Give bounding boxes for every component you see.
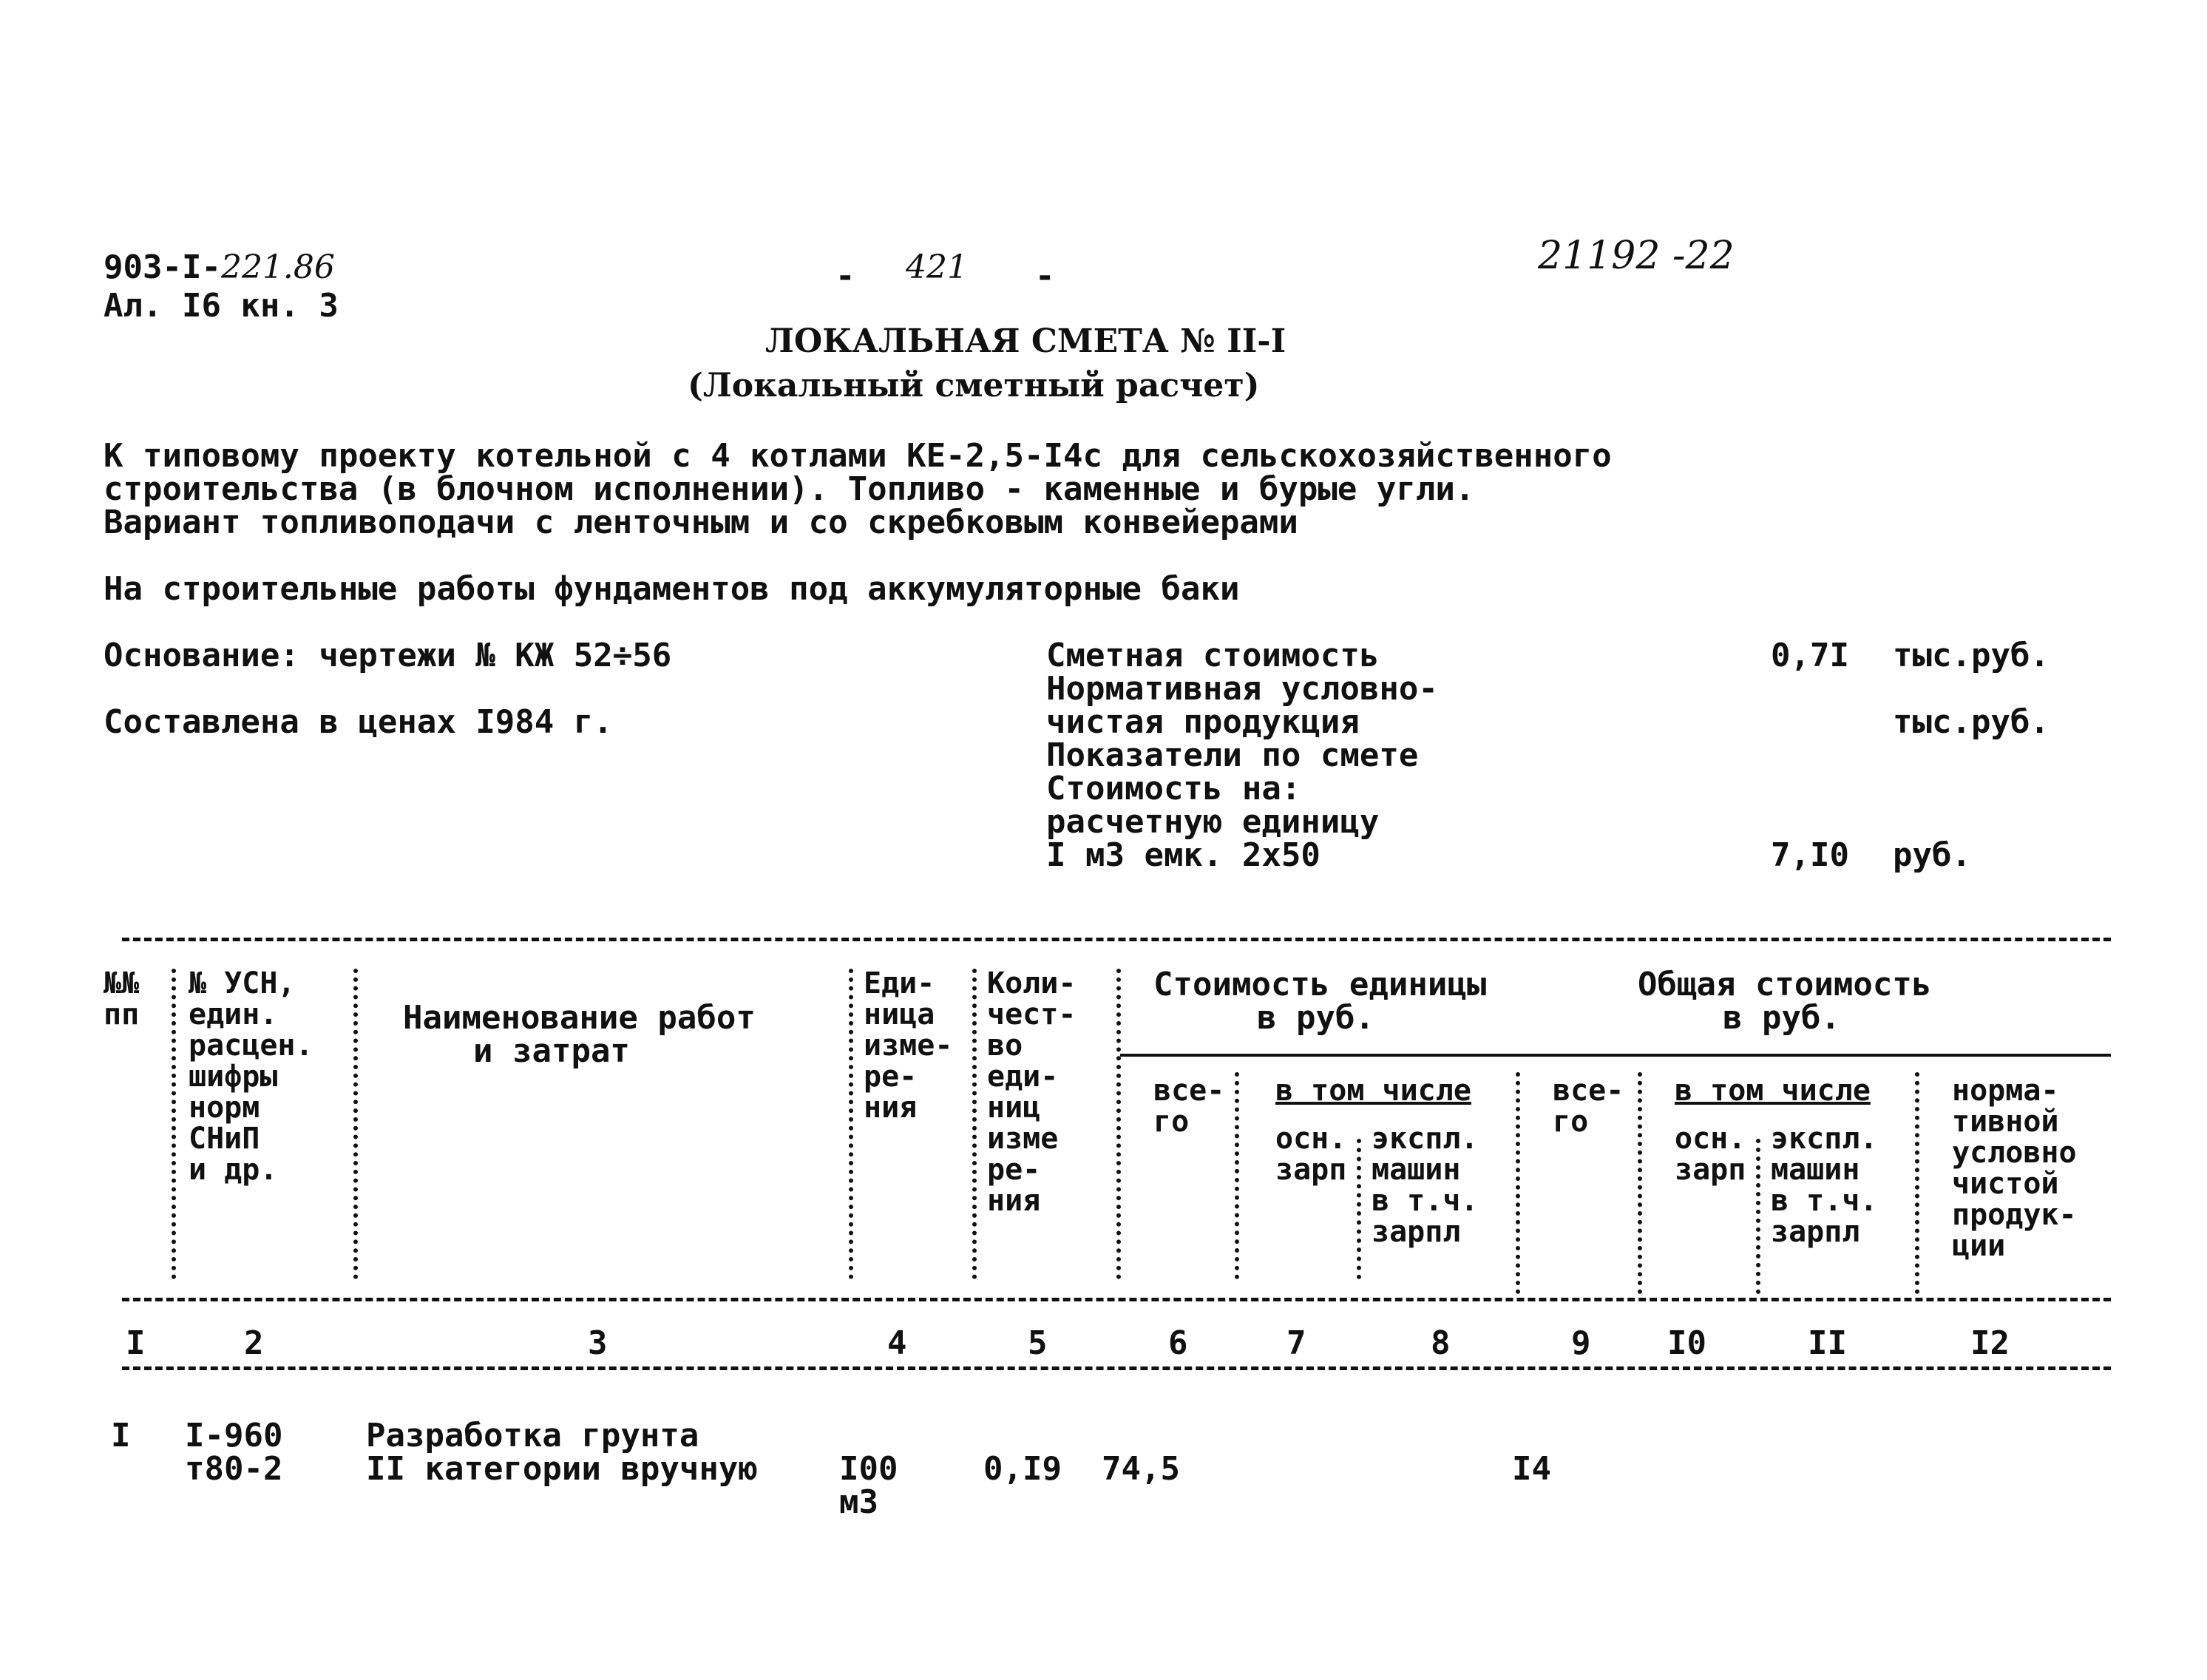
hdr-norm-2: тивной	[1952, 1105, 2059, 1139]
project-code-prefix: 903-I-	[104, 248, 221, 286]
description-line-3: Вариант топливоподачи с ленточным и со скребковым конвейерами	[104, 504, 1298, 541]
hdr-num-1: №№	[104, 966, 140, 1000]
project-code-handwritten: 221.86	[220, 248, 335, 286]
hdr-uc-incl: в том числе	[1275, 1074, 1471, 1108]
hdr-tc-eksp-3: в т.ч.	[1771, 1184, 1878, 1218]
hdr-tc-all-2: го	[1553, 1105, 1589, 1139]
col-number-7: 7	[1286, 1324, 1306, 1362]
col-number-12: I2	[1970, 1324, 2010, 1362]
hdr-name-2: и затрат	[473, 1032, 630, 1070]
calc-unit-desc: I м3 емк. 2х50	[1046, 836, 1321, 874]
hdr-norm-5: продук-	[1952, 1198, 2077, 1232]
col-sep-9	[1638, 1072, 1642, 1294]
hdr-unit-1: Еди-	[864, 966, 935, 1000]
col-sep-2	[353, 969, 358, 1279]
row-unit-2: м3	[839, 1483, 878, 1521]
price-year: Составлена в ценах I984 г.	[104, 703, 613, 741]
col-number-3: 3	[588, 1324, 608, 1362]
hdr-total-cost-1: Общая стоимость	[1638, 966, 1932, 1003]
hdr-name-1: Наименование работ	[403, 999, 756, 1037]
row-unit-1: I00	[839, 1450, 898, 1488]
document-number: 21192 -22	[1538, 234, 1735, 278]
hdr-uc-osn-2: зарп	[1275, 1153, 1347, 1187]
row-name-2: II категории вручную	[366, 1450, 758, 1488]
description-line-2: строительства (в блочном исполнении). Топливо - каменные и бурые угли.	[104, 470, 1475, 508]
hdr-norm-1: норма-	[1952, 1074, 2059, 1108]
col-number-1: I	[126, 1324, 146, 1362]
album-line: Ал. I6 кн. 3	[104, 287, 339, 325]
hdr-unit-4: ре-	[864, 1060, 918, 1094]
hdr-tc-osn-1: осн.	[1675, 1122, 1746, 1156]
hdr-code-3: расцен.	[189, 1029, 313, 1063]
hdr-tc-all-1: все-	[1553, 1074, 1624, 1108]
col-number-4: 4	[887, 1324, 907, 1362]
hdr-tc-incl: в том числе	[1675, 1074, 1871, 1108]
col-sep-8	[1516, 1072, 1520, 1294]
hdr-uc-all-1: все-	[1153, 1074, 1225, 1108]
hdr-code-7: и др.	[189, 1153, 278, 1187]
hdr-qty-8: ния	[987, 1184, 1041, 1218]
col-number-6: 6	[1168, 1324, 1188, 1362]
hdr-qty-4: еди-	[987, 1060, 1059, 1094]
col-sep-6	[1235, 1072, 1239, 1279]
page-dash-left: -	[835, 257, 855, 295]
col-sep-11	[1915, 1072, 1919, 1294]
hdr-code-4: шифры	[189, 1060, 278, 1094]
hdr-qty-2: чест-	[987, 998, 1077, 1032]
hdr-uc-eksp-4: зарпл	[1372, 1215, 1461, 1249]
row-name-1: Разработка грунта	[366, 1417, 699, 1454]
description-line-1: К типовому проекту котельной с 4 котлами КЕ-2,5-I4с для сельскохозяйственного	[104, 437, 1612, 475]
estimate-subtitle: (Локальный сметный расчет)	[688, 367, 1260, 404]
hdr-num-2: пп	[104, 998, 140, 1032]
indicators-label: Показатели по смете	[1046, 736, 1419, 774]
col-sep-1	[172, 969, 176, 1279]
table-top-rule	[122, 938, 2111, 941]
col-number-9: 9	[1571, 1324, 1591, 1362]
col-number-11: II	[1808, 1324, 1847, 1362]
cost-per-label: Стоимость на:	[1046, 770, 1301, 807]
cost-unit: тыс.руб.	[1893, 637, 2050, 674]
col-sep-5	[1116, 969, 1121, 1279]
estimate-title: ЛОКАЛЬНАЯ СМЕТА № II-I	[765, 322, 1286, 360]
unit-currency: руб.	[1893, 836, 1971, 874]
cost-subheader-rule	[1120, 1054, 2111, 1057]
hdr-uc-osn-1: осн.	[1275, 1122, 1347, 1156]
col-number-8: 8	[1431, 1324, 1451, 1362]
hdr-total-cost-2: в руб.	[1723, 999, 1840, 1037]
col-sep-7	[1357, 1139, 1361, 1279]
hdr-qty-6: изме	[987, 1122, 1059, 1156]
col-sep-3	[849, 969, 853, 1279]
hdr-tc-eksp-2: машин	[1771, 1153, 1860, 1187]
norm-label-2: чистая продукция	[1046, 703, 1360, 741]
hdr-code-6: СНиП	[189, 1122, 260, 1156]
basis-drawings: Основание: чертежи № КЖ 52÷56	[104, 637, 672, 674]
hdr-unit-cost-2: в руб.	[1257, 999, 1374, 1037]
hdr-tc-eksp-4: зарпл	[1771, 1215, 1860, 1249]
hdr-uc-all-2: го	[1153, 1105, 1190, 1139]
header-bottom-rule	[122, 1298, 2111, 1301]
calc-unit-label: расчетную единицу	[1046, 803, 1380, 841]
col-number-2: 2	[244, 1324, 264, 1362]
hdr-unit-3: изме-	[864, 1029, 953, 1063]
col-number-10: I0	[1667, 1324, 1706, 1362]
hdr-norm-4: чистой	[1952, 1167, 2059, 1201]
col-number-5: 5	[1028, 1324, 1048, 1362]
hdr-qty-5: ниц	[987, 1091, 1041, 1125]
unit-value: 7,I0	[1771, 836, 1849, 874]
hdr-tc-eksp-1: экспл.	[1771, 1122, 1878, 1156]
hdr-uc-eksp-1: экспл.	[1372, 1122, 1479, 1156]
row-code-1: I-960	[185, 1417, 283, 1454]
hdr-uc-eksp-3: в т.ч.	[1372, 1184, 1479, 1218]
row-code-2: т80-2	[185, 1450, 283, 1488]
page-dash-right: -	[1035, 257, 1055, 295]
hdr-unit-cost-1: Стоимость единицы	[1153, 966, 1487, 1003]
hdr-qty-1: Коли-	[987, 966, 1077, 1000]
norm-unit: тыс.руб.	[1893, 703, 2050, 741]
hdr-code-5: норм	[189, 1091, 260, 1125]
hdr-norm-6: ции	[1952, 1229, 2006, 1263]
hdr-tc-osn-2: зарп	[1675, 1153, 1746, 1187]
hdr-norm-3: условно	[1952, 1136, 2077, 1170]
row-unit-cost-total: 74,5	[1102, 1450, 1180, 1488]
hdr-unit-5: ния	[864, 1091, 918, 1125]
hdr-qty-3: во	[987, 1029, 1023, 1063]
page-number: 421	[906, 248, 968, 286]
work-scope: На строительные работы фундаментов под аккумуляторные баки	[104, 570, 1240, 608]
row-num: I	[111, 1417, 131, 1454]
hdr-unit-2: ница	[864, 998, 935, 1032]
project-code	[104, 248, 335, 286]
norm-label-1: Нормативная условно-	[1046, 670, 1438, 708]
col-sep-4	[972, 969, 977, 1279]
row-qty: 0,I9	[983, 1450, 1062, 1488]
hdr-code-1: № УСН,	[189, 966, 296, 1000]
cost-value: 0,7I	[1771, 637, 1849, 674]
row-total-cost: I4	[1512, 1450, 1551, 1488]
hdr-code-2: един.	[189, 998, 278, 1032]
hdr-uc-eksp-2: машин	[1372, 1153, 1461, 1187]
col-sep-10	[1756, 1139, 1760, 1294]
column-numbers-rule	[122, 1366, 2111, 1370]
cost-label: Сметная стоимость	[1046, 637, 1380, 674]
hdr-qty-7: ре-	[987, 1153, 1041, 1187]
